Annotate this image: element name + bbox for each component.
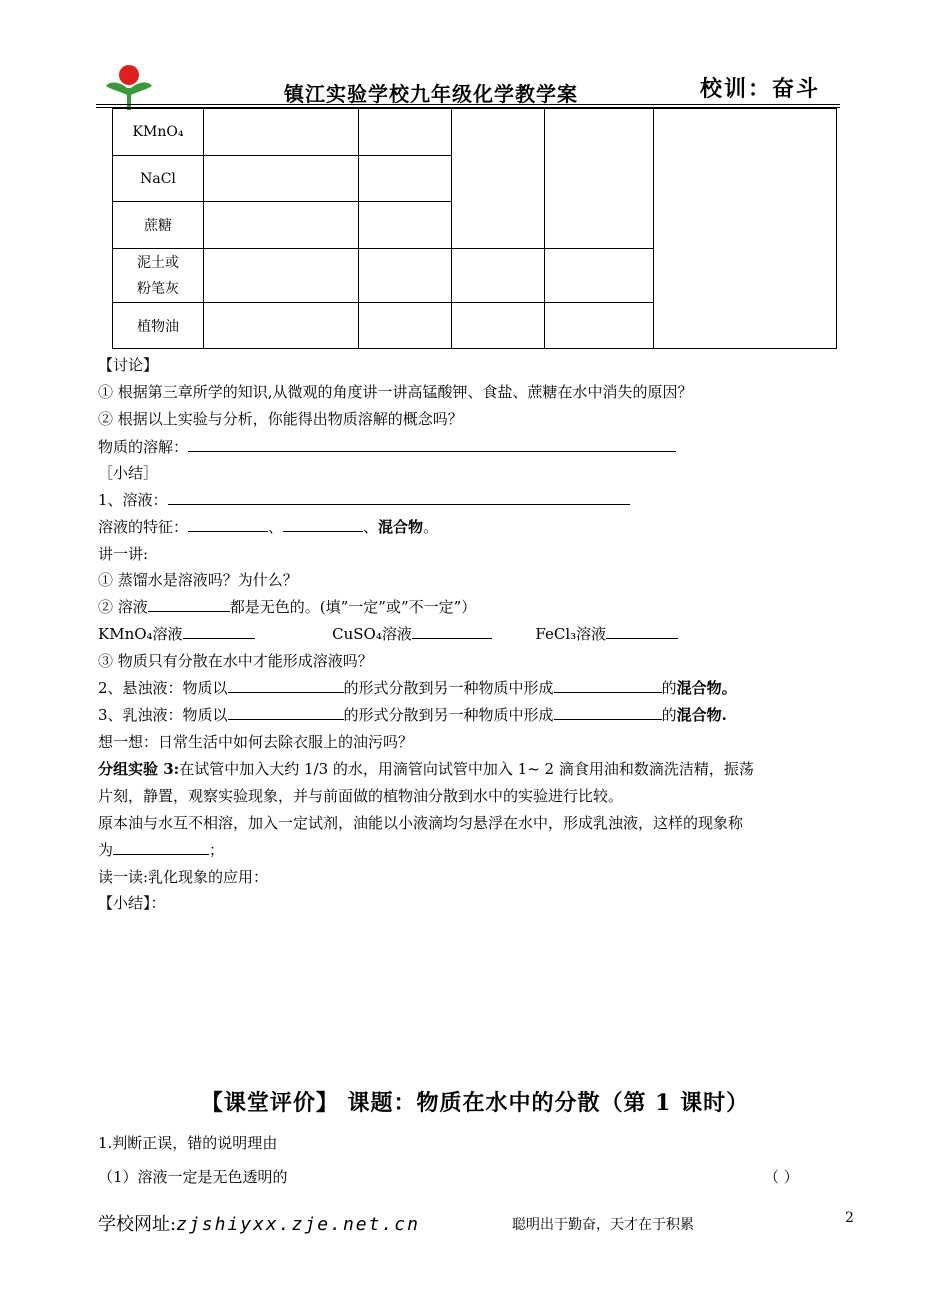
discussion-q2: ② 根据以上实验与分析，你能得出物质溶解的概念吗？ — [98, 410, 463, 428]
solution-blank[interactable] — [168, 490, 630, 505]
suspension-mixture: 混合物。 — [676, 679, 737, 697]
table-cell — [452, 303, 545, 349]
discussion-q1: ① 根据第三章所学的知识,从微观的角度讲一讲高锰酸钾、食盐、蔗糖在水中消失的原因？ — [98, 383, 693, 401]
footer-url-label: 学校网址: — [98, 1214, 177, 1235]
solution-colors — [98, 623, 678, 644]
experiment-line-2: 片刻，静置，观察实验现象，并与前面做的植物油分散到水中的实验进行比较。 — [98, 787, 624, 805]
feature-blank-2[interactable] — [283, 517, 363, 532]
suspension-definition — [98, 677, 737, 698]
solution-label: 1、溶液： — [98, 491, 168, 509]
talk-q1: ① 蒸馏水是溶液吗？为什么？ — [98, 571, 298, 589]
solution-definition — [98, 489, 630, 510]
table-cell — [359, 202, 452, 249]
dissolve-label: 物质的溶解： — [98, 438, 189, 456]
table-cell — [359, 303, 452, 349]
experiment-line-1 — [98, 758, 754, 779]
row-label-sugar: 蔗糖 — [113, 202, 204, 249]
evaluation-q1: 1.判断正误，错的说明理由 — [98, 1134, 278, 1152]
table-cell — [452, 109, 545, 249]
table-cell — [359, 156, 452, 202]
table-cell — [204, 156, 359, 202]
suspension-mid: 的形式分散到另一种物质中形成 — [343, 679, 554, 697]
kmno4-solution: KMnO₄溶液 — [98, 625, 183, 643]
experiment-table — [112, 108, 837, 349]
talk-heading: 讲一讲: — [98, 545, 149, 563]
summary2-heading: 【小结】： — [98, 894, 166, 912]
suspension-blank-2[interactable] — [554, 678, 662, 693]
cuso4-solution: CuSO₄溶液 — [332, 625, 412, 643]
school-title: 镇江实验学校九年级化学教学案 — [284, 82, 578, 106]
evaluation-title: 【课堂评价】 课题：物质在水中的分散（第 1 课时） — [200, 1090, 750, 1116]
cuso4-blank[interactable] — [412, 624, 492, 639]
emulsify-post: ； — [209, 841, 225, 859]
emulsify-pre: 为 — [98, 841, 114, 859]
emulsify-blank[interactable] — [113, 840, 209, 855]
emulsion-blank-1[interactable] — [228, 705, 344, 720]
row-label-mud — [113, 249, 204, 303]
separator: 、 — [363, 518, 379, 536]
experiment-text-1: 在试管中加入大约 1/3 的水，用滴管向试管中加入 1~ 2 滴食用油和数滴洗洁精，振荡 — [179, 760, 754, 778]
header-rule — [96, 104, 840, 105]
features-label: 溶液的特征： — [98, 518, 189, 536]
emulsion-tail: 的 — [661, 706, 677, 724]
fecl3-blank[interactable] — [606, 624, 678, 639]
kmno4-blank[interactable] — [183, 624, 255, 639]
table-cell — [452, 249, 545, 303]
suspension-label: 2、悬浊液：物质以 — [98, 679, 228, 697]
table-cell — [204, 303, 359, 349]
row-label-mud-text: 泥土或粉笔灰 — [137, 254, 179, 297]
table-cell — [204, 249, 359, 303]
think-question: 想一想：日常生活中如何去除衣服上的油污吗？ — [98, 733, 414, 751]
fecl3-solution: FeCl₃溶液 — [535, 625, 607, 643]
table-cell — [359, 249, 452, 303]
table-cell — [654, 109, 837, 349]
summary-heading: ［小结］ — [98, 464, 159, 482]
solution-features — [98, 516, 438, 537]
period: 。 — [423, 518, 439, 536]
table-cell — [359, 109, 452, 156]
table-cell — [545, 249, 654, 303]
talk-q2 — [98, 596, 476, 617]
answer-parentheses[interactable]: （ ） — [764, 1168, 799, 1186]
emulsify-line-1: 原本油与水互不相溶，加入一定试剂，油能以小液滴均匀悬浮在水中，形成乳浊液，这样的现象称 — [98, 814, 744, 832]
row-label-nacl: NaCl — [113, 156, 204, 202]
suspension-tail: 的 — [661, 679, 677, 697]
table-cell — [545, 109, 654, 249]
dissolve-definition — [98, 436, 676, 457]
row-label-kmno4: KMnO₄ — [113, 109, 204, 156]
emulsify-line-2 — [98, 839, 224, 860]
evaluation-item1: （1）溶液一定是无色透明的 — [98, 1168, 288, 1186]
suspension-blank-1[interactable] — [228, 678, 344, 693]
talk-q3: ③ 物质只有分散在水中才能形成溶液吗？ — [98, 652, 373, 670]
talk-q2-post: 都是无色的。(填”一定”或”不一定”） — [229, 598, 477, 616]
footer-url-link[interactable]: zjshiyxx.zje.net.cn — [176, 1214, 420, 1235]
page-number: 2 — [845, 1210, 854, 1226]
emulsion-mid: 的形式分散到另一种物质中形成 — [343, 706, 554, 724]
emulsion-label: 3、乳浊液：物质以 — [98, 706, 228, 724]
experiment-label: 分组实验 3: — [98, 760, 180, 778]
feature-blank-1[interactable] — [188, 517, 268, 532]
talk-q2-pre: ② 溶液 — [98, 598, 148, 616]
mixture-text: 混合物 — [378, 518, 424, 536]
table-cell — [545, 303, 654, 349]
emulsion-blank-2[interactable] — [554, 705, 662, 720]
table-cell — [204, 109, 359, 156]
talk-q2-blank[interactable] — [148, 597, 230, 612]
dissolve-blank[interactable] — [188, 437, 676, 452]
school-motto: 校训：奋斗 — [700, 76, 821, 102]
emulsion-definition — [98, 704, 727, 725]
row-label-oil: 植物油 — [113, 303, 204, 349]
table-cell — [204, 202, 359, 249]
emulsion-mixture: 混合物. — [676, 706, 727, 724]
footer-url — [98, 1210, 420, 1236]
read-section: 读一读:乳化现象的应用： — [98, 868, 269, 886]
discussion-heading: 【讨论】 — [98, 356, 159, 374]
separator: 、 — [268, 518, 284, 536]
footer-motto: 聪明出于勤奋，天才在于积累 — [512, 1217, 694, 1233]
